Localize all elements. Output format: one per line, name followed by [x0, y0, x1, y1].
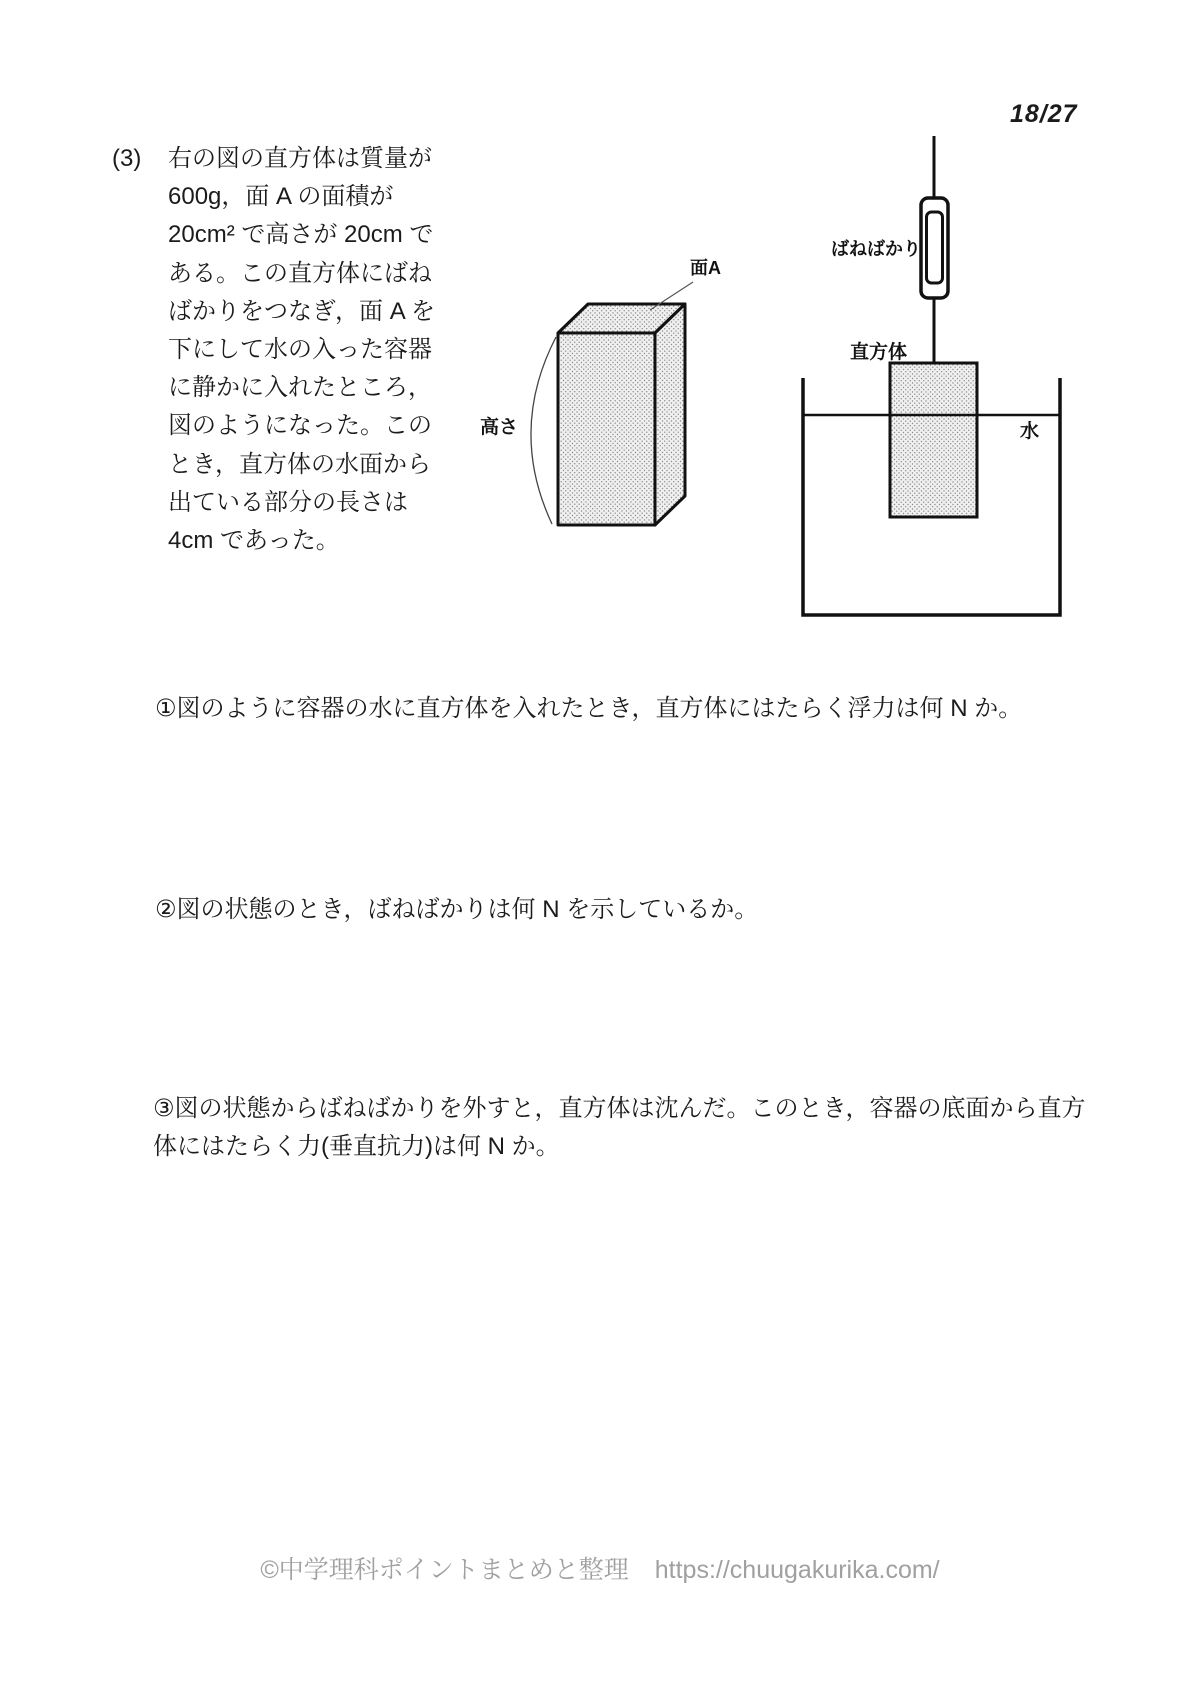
submerged-solid	[890, 363, 977, 517]
problem-line: ある。この直方体にばね	[168, 259, 432, 287]
page-number: 18/27	[1010, 100, 1078, 128]
problem-line: ばかりをつなぎ，面 A を	[168, 297, 436, 325]
problem-line: 右の図の直方体は質量が	[168, 145, 432, 172]
prism-front-face	[558, 333, 655, 525]
question-3-line-1: ③図の状態からばねばかりを外すと，直方体は沈んだ。このとき，容器の底面から直方	[153, 1095, 1086, 1122]
height-label: 高さ	[480, 417, 519, 438]
problem-line: 図のようになった。この	[168, 412, 432, 440]
problem-statement	[168, 140, 435, 560]
prism-figure	[450, 240, 710, 540]
prism-side-face	[655, 304, 685, 525]
spring-scale-window	[927, 212, 943, 283]
height-brace	[531, 337, 556, 524]
face-a-label: 面A	[690, 258, 721, 278]
question-3	[153, 1090, 1086, 1166]
copyright-text: ©中学理科ポイントまとめと整理	[260, 1556, 629, 1584]
problem-line: 下にして水の入った容器	[168, 335, 432, 363]
problem-line: 600g，面 A の面積が	[168, 183, 394, 211]
problem-line: に静かに入れたところ，	[168, 374, 432, 402]
problem-line: 4cm であった。	[168, 526, 340, 554]
problem-number-label: (3)	[112, 145, 142, 172]
question-3-line-2: 体にはたらく力(垂直抗力)は何 N か。	[153, 1133, 560, 1161]
water-label: 水	[1020, 421, 1040, 442]
problem-line: 出ている部分の長さは	[168, 488, 408, 516]
question-2: ②図の状態のとき，ばねばかりは何 N を示しているか。	[155, 896, 759, 923]
site-url: https://chuugakurika.com/	[654, 1556, 940, 1584]
question-1: ①図のように容器の水に直方体を入れたとき，直方体にはたらく浮力は何 N か。	[155, 695, 1023, 722]
solid-label: 直方体	[850, 342, 908, 363]
footer	[0, 1553, 1200, 1587]
problem-line: 20cm² で高さが 20cm で	[168, 221, 434, 249]
tank-figure	[790, 130, 1080, 630]
spring-scale-label: ばねばかり	[831, 239, 921, 259]
problem-line: とき，直方体の水面から	[168, 450, 432, 478]
